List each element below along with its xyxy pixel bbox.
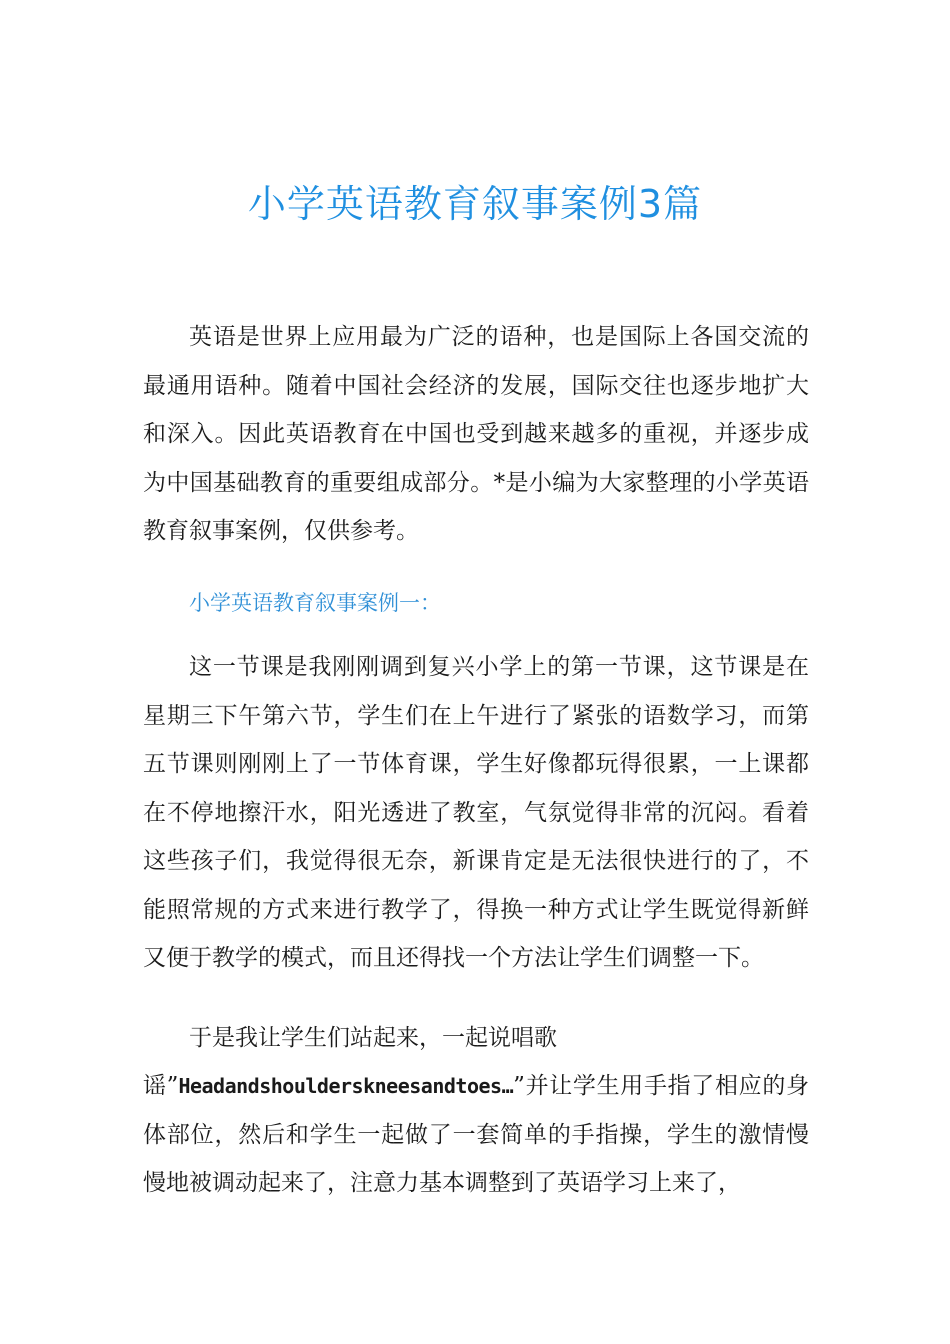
case-one-paragraph-2-continued bbox=[143, 1062, 809, 1208]
song-title: Headandshoulderskneesandtoes… bbox=[178, 1074, 514, 1098]
document-title: 小学英语教育叙事案例3篇 bbox=[247, 182, 703, 226]
paragraph-2-rest: ”并让学生用手指了相应的身体部位，然后和学生一起做了一套简单的手指操，学生的激情慢慢地被调动起来了，注意力基本调整到了英语学习上来了， bbox=[143, 1073, 809, 1196]
quote-prefix: 谣” bbox=[143, 1073, 179, 1099]
case-one-paragraph-2-first-line: 于是我让学生们站起来，一起说唱歌 bbox=[189, 1025, 557, 1051]
intro-paragraph: 英语是世界上应用最为广泛的语种，也是国际上各国交流的最通用语种。随着中国社会经济的发展，国际交往也逐步地扩大和深入。因此英语教育在中国也受到越来越多的重视，并逐步成为中国基础教育的重要组成部分。*是小编为大家整理的小学英语教育叙事案例，仅供参考。 bbox=[143, 324, 809, 544]
case-one-paragraph: 这一节课是我刚刚调到复兴小学上的第一节课，这节课是在星期三下午第六节，学生们在上午进行了紧张的语数学习，而第五节课则刚刚上了一节体育课，学生好像都玩得很累，一上课都在不停地擦汗水，阳光透进了教室，气氛觉得非常的沉闷。看着这些孩子们，我觉得很无奈，新课肯定是无法很快进行的了，不能照常规的方式来进行教学了，得换一种方式让学生既觉得新鲜又便于教学的模式，而且还得找一个方法让学生们调整一下。 bbox=[143, 654, 809, 971]
section-heading: 小学英语教育叙事案例一： bbox=[189, 591, 441, 615]
